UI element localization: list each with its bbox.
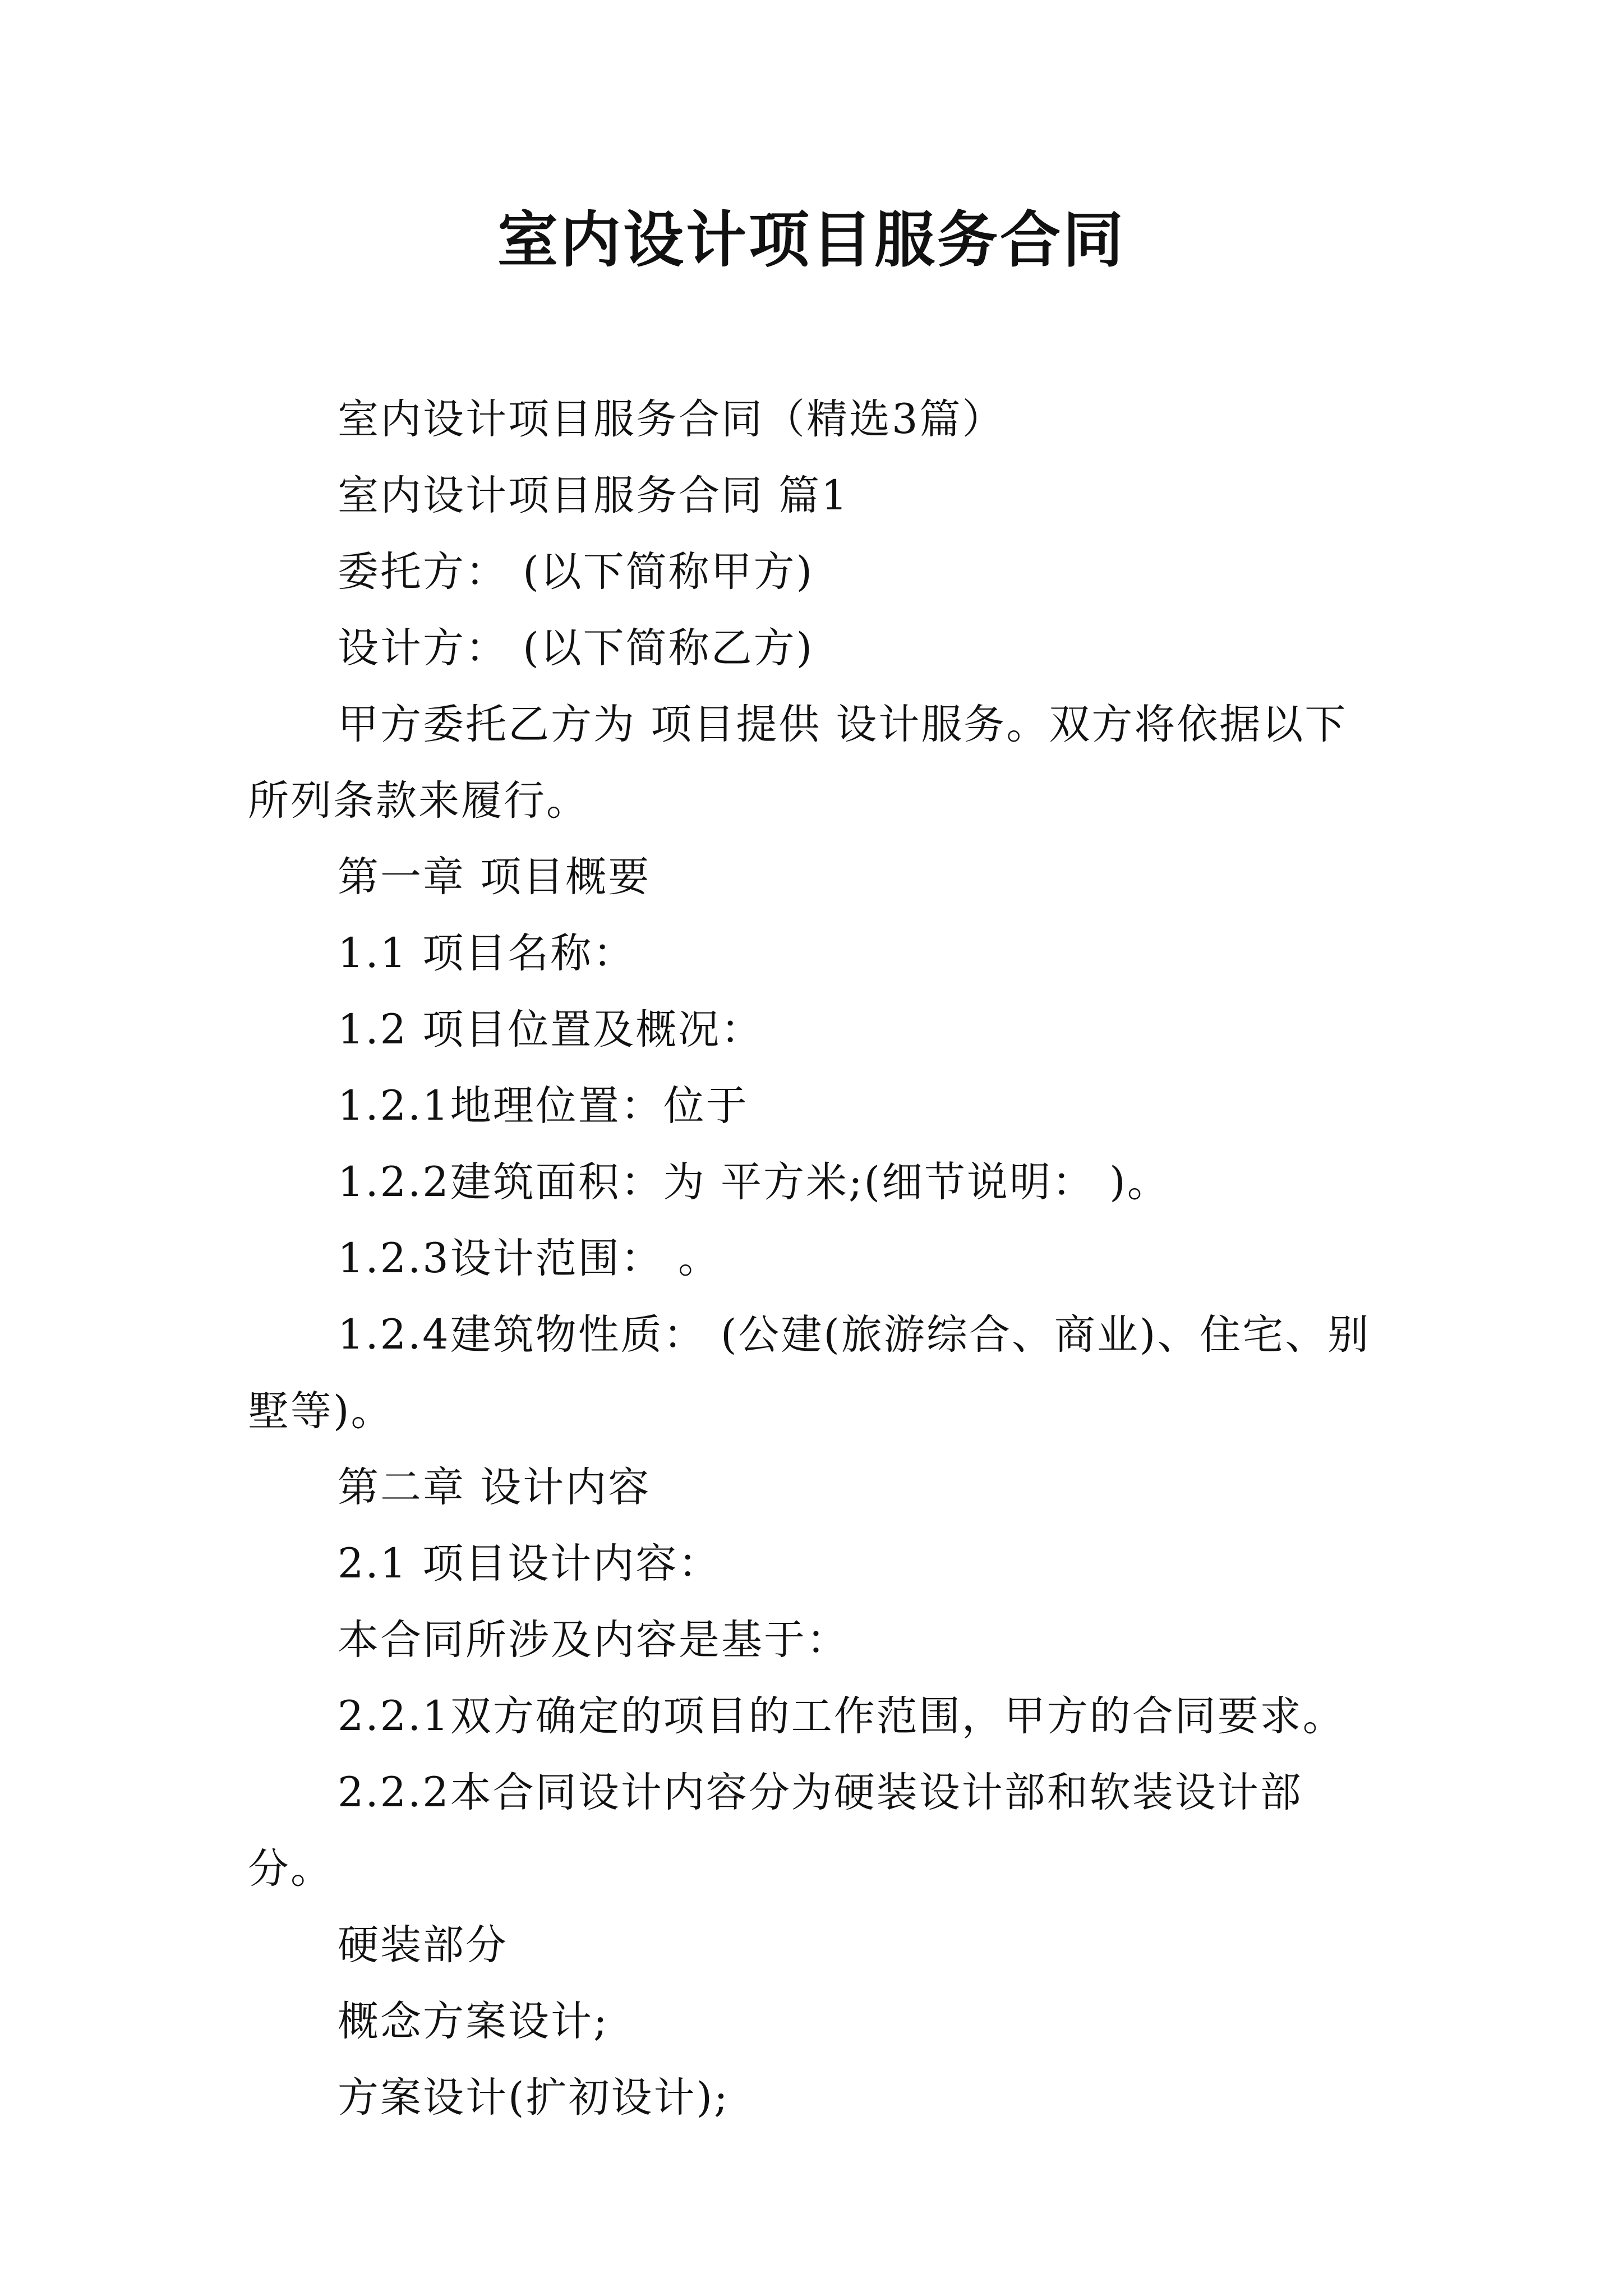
paragraph: 本合同所涉及内容是基于： xyxy=(338,1616,849,1664)
paragraph: 委托方： (以下简称甲方) xyxy=(338,548,814,596)
chapter-heading: 第二章 设计内容 xyxy=(338,1464,651,1511)
document-title: 室内设计项目服务合同 xyxy=(497,205,1126,275)
paragraph: 1.2.3设计范围： 。 xyxy=(338,1235,721,1282)
paragraph: 1.2.2建筑面积：为 平方米;(细节说明： )。 xyxy=(338,1158,1170,1206)
paragraph: 室内设计项目服务合同 篇1 xyxy=(338,472,849,519)
paragraph: 设计方： (以下简称乙方) xyxy=(338,624,814,672)
paragraph: 2.1 项目设计内容： xyxy=(338,1540,721,1588)
paragraph: 2.2.1双方确定的项目的工作范围，甲方的合同要求。 xyxy=(338,1692,1345,1740)
paragraph: 方案设计(扩初设计); xyxy=(338,2074,730,2122)
paragraph: 1.1 项目名称： xyxy=(338,930,636,977)
paragraph: 1.2.1地理位置：位于 xyxy=(338,1082,749,1130)
paragraph: 甲方委托乙方为 项目提供 设计服务。双方将依据以下所列条款来履行。 xyxy=(248,701,1348,825)
paragraph: 室内设计项目服务合同（精选3篇） xyxy=(338,395,1005,443)
paragraph: 概念方案设计; xyxy=(338,1998,609,2045)
chapter-heading: 第一章 项目概要 xyxy=(338,853,651,901)
document-body xyxy=(248,381,1385,2136)
paragraph: 1.2 项目位置及概况： xyxy=(338,1006,764,1053)
paragraph: 1.2.4建筑物性质： (公建(旅游综合、商业)、住宅、别墅等)。 xyxy=(248,1311,1371,1435)
paragraph: 2.2.2本合同设计内容分为硬装设计部和软装设计部分。 xyxy=(248,1769,1303,1893)
paragraph: 硬装部分 xyxy=(338,1921,508,1969)
